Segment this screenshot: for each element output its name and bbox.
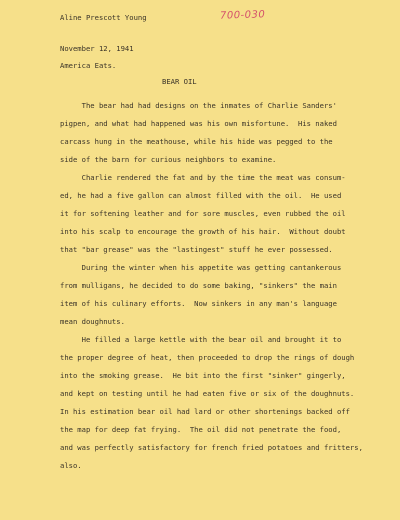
handwritten-code: 700-030 — [219, 9, 266, 22]
body-line: it for softening leather and for sore muscles, even rubbed the oil — [60, 209, 346, 218]
body-line: and kept on testing until he had eaten five or six of the doughnuts. — [60, 389, 355, 398]
body-line: Charlie rendered the fat and by the time the meat was consum- — [60, 173, 346, 182]
body-line: mean doughnuts. — [60, 317, 125, 326]
series-tag: America Eats. — [60, 61, 117, 70]
body-line: carcass hung in the meathouse, while his hide was pegged to the — [60, 137, 333, 146]
body-line: ed, he had a five gallon can almost filled with the oil. He used — [60, 191, 342, 200]
document-title: BEAR OIL — [162, 77, 197, 86]
body-line: into the smoking grease. He bit into the first "sinker" gingerly, — [60, 371, 346, 380]
body-line: also. — [60, 461, 82, 470]
document-body — [60, 97, 380, 475]
body-line: He filled a large kettle with the bear oil and brought it to — [60, 335, 342, 344]
body-line: that "bar grease" was the "lastingest" stuff he ever possessed. — [60, 245, 333, 254]
body-line: side of the barn for curious neighbors to examine. — [60, 155, 277, 164]
document-date: November 12, 1941 — [60, 44, 134, 53]
body-line: item of his culinary efforts. Now sinkers in any man's language — [60, 299, 337, 308]
body-line: and was perfectly satisfactory for french fried potatoes and fritters, — [60, 443, 363, 452]
body-line: During the winter when his appetite was getting cantankerous — [60, 263, 342, 272]
body-line: pigpen, and what had happened was his own misfortune. His naked — [60, 119, 337, 128]
author-name: Aline Prescott Young — [60, 13, 147, 22]
body-line: into his scalp to encourage the growth of his hair. Without doubt — [60, 227, 346, 236]
body-line: The bear had had designs on the inmates of Charlie Sanders' — [60, 101, 337, 110]
body-line: In his estimation bear oil had lard or other shortenings backed off — [60, 407, 350, 416]
body-line: from mulligans, he decided to do some baking, "sinkers" the main — [60, 281, 337, 290]
body-line: the proper degree of heat, then proceeded to drop the rings of dough — [60, 353, 355, 362]
body-line: the map for deep fat frying. The oil did not penetrate the food, — [60, 425, 342, 434]
